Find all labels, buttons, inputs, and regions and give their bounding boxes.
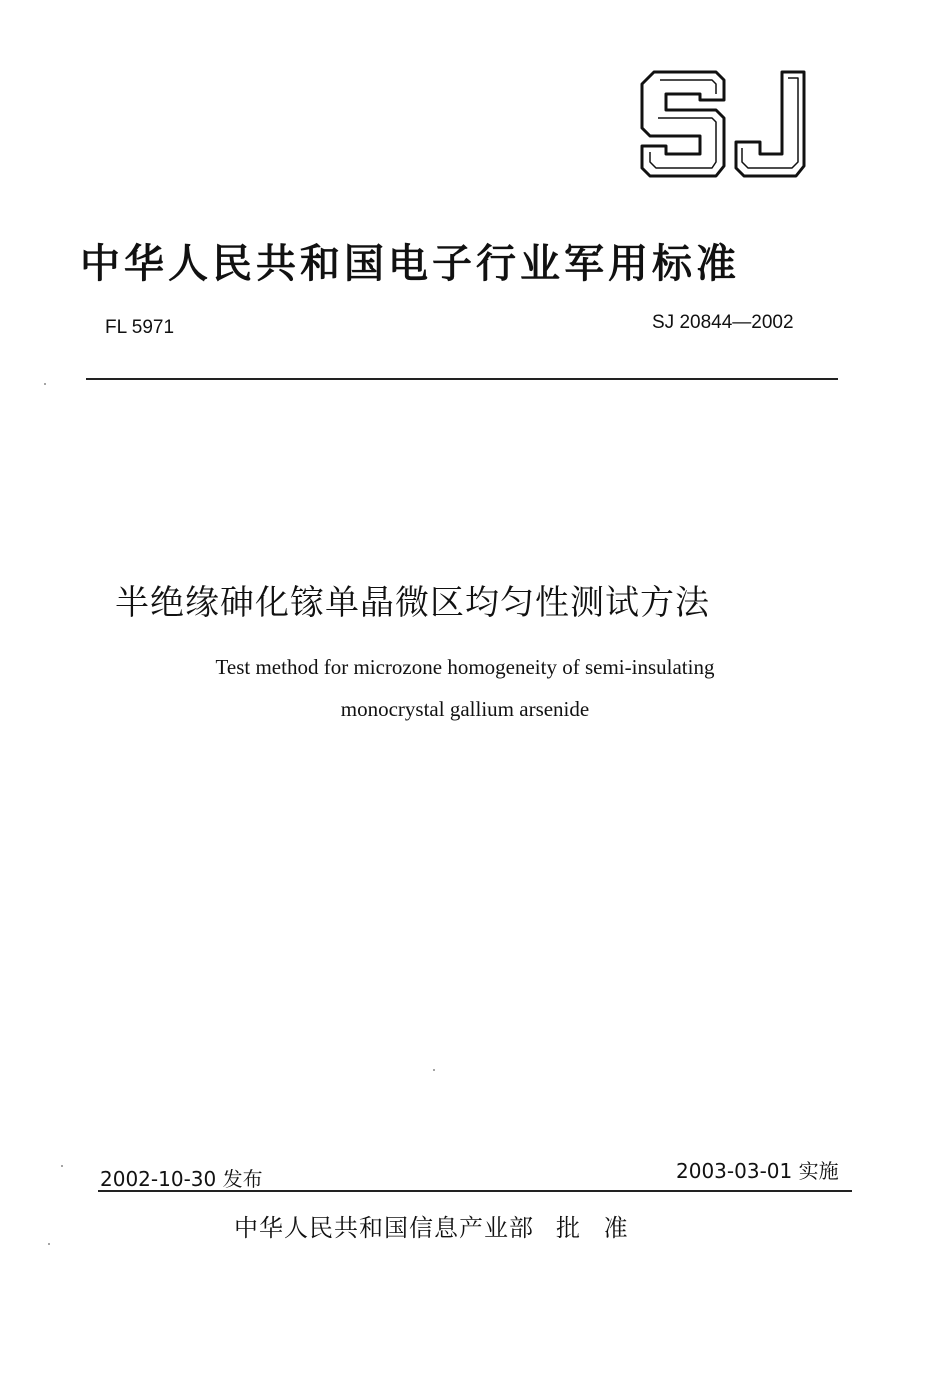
scan-speck <box>44 383 46 385</box>
approval-line <box>234 1208 636 1243</box>
sj-logo-icon <box>636 66 812 184</box>
scan-speck <box>433 1069 435 1071</box>
effective-date: 2003-03-01 实施 <box>676 1159 839 1183</box>
approval-organization: 中华人民共和国信息产业部 <box>234 1214 534 1242</box>
approval-word: 批 准 <box>556 1214 636 1242</box>
footer-divider <box>98 1190 852 1192</box>
document-title-english-line2: monocrystal gallium arsenide <box>340 697 590 721</box>
standard-number: SJ 20844—2002 <box>652 312 794 333</box>
classification-code: FL 5971 <box>105 317 175 338</box>
header-divider <box>86 378 838 380</box>
issue-date: 2002-10-30 发布 <box>100 1167 263 1191</box>
document-title-chinese: 半绝缘砷化镓单晶微区均匀性测试方法 <box>115 583 710 623</box>
scan-speck <box>48 1243 50 1245</box>
scan-speck <box>61 1165 63 1167</box>
standard-category-title: 中华人民共和国电子行业军用标准 <box>80 240 740 287</box>
document-title-english-line1: Test method for microzone homogeneity of semi-insulating <box>215 655 715 679</box>
